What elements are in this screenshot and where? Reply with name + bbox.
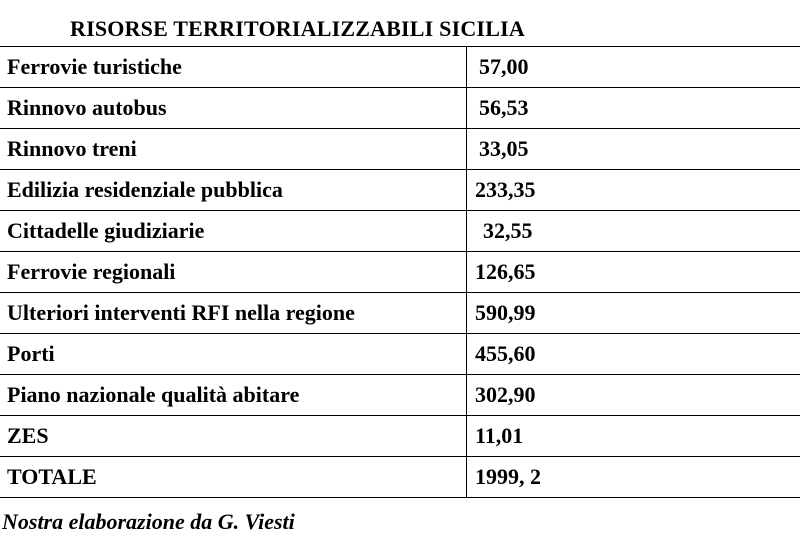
table-title: RISORSE TERRITORIALIZZABILI SICILIA <box>70 16 525 41</box>
table-row <box>0 416 800 457</box>
table-row <box>0 129 800 170</box>
row-label: ZES <box>0 416 467 457</box>
row-value: 32,55 <box>467 211 800 252</box>
row-value: 302,90 <box>467 375 800 416</box>
table-row <box>0 334 800 375</box>
table-row <box>0 170 800 211</box>
row-value: 56,53 <box>467 88 800 129</box>
row-value: 11,01 <box>467 416 800 457</box>
table-row <box>0 293 800 334</box>
row-label: Edilizia residenziale pubblica <box>0 170 467 211</box>
row-value: 126,65 <box>467 252 800 293</box>
table-row <box>0 375 800 416</box>
row-label: Ulteriori interventi RFI nella regione <box>0 293 467 334</box>
table-row <box>0 211 800 252</box>
source-note: Nostra elaborazione da G. Viesti <box>2 509 295 534</box>
row-label: Rinnovo treni <box>0 129 467 170</box>
row-value: 33,05 <box>467 129 800 170</box>
row-value: 590,99 <box>467 293 800 334</box>
row-value: 455,60 <box>467 334 800 375</box>
resources-table <box>0 46 800 498</box>
row-value: 57,00 <box>467 47 800 88</box>
table-row <box>0 47 800 88</box>
row-label: Ferrovie regionali <box>0 252 467 293</box>
total-row <box>0 457 800 498</box>
total-value: 1999, 2 <box>467 457 800 498</box>
row-label: Rinnovo autobus <box>0 88 467 129</box>
total-label: TOTALE <box>0 457 467 498</box>
table-row <box>0 88 800 129</box>
row-label: Ferrovie turistiche <box>0 47 467 88</box>
row-label: Piano nazionale qualità abitare <box>0 375 467 416</box>
table-row <box>0 252 800 293</box>
row-label: Cittadelle giudiziarie <box>0 211 467 252</box>
row-value: 233,35 <box>467 170 800 211</box>
row-label: Porti <box>0 334 467 375</box>
